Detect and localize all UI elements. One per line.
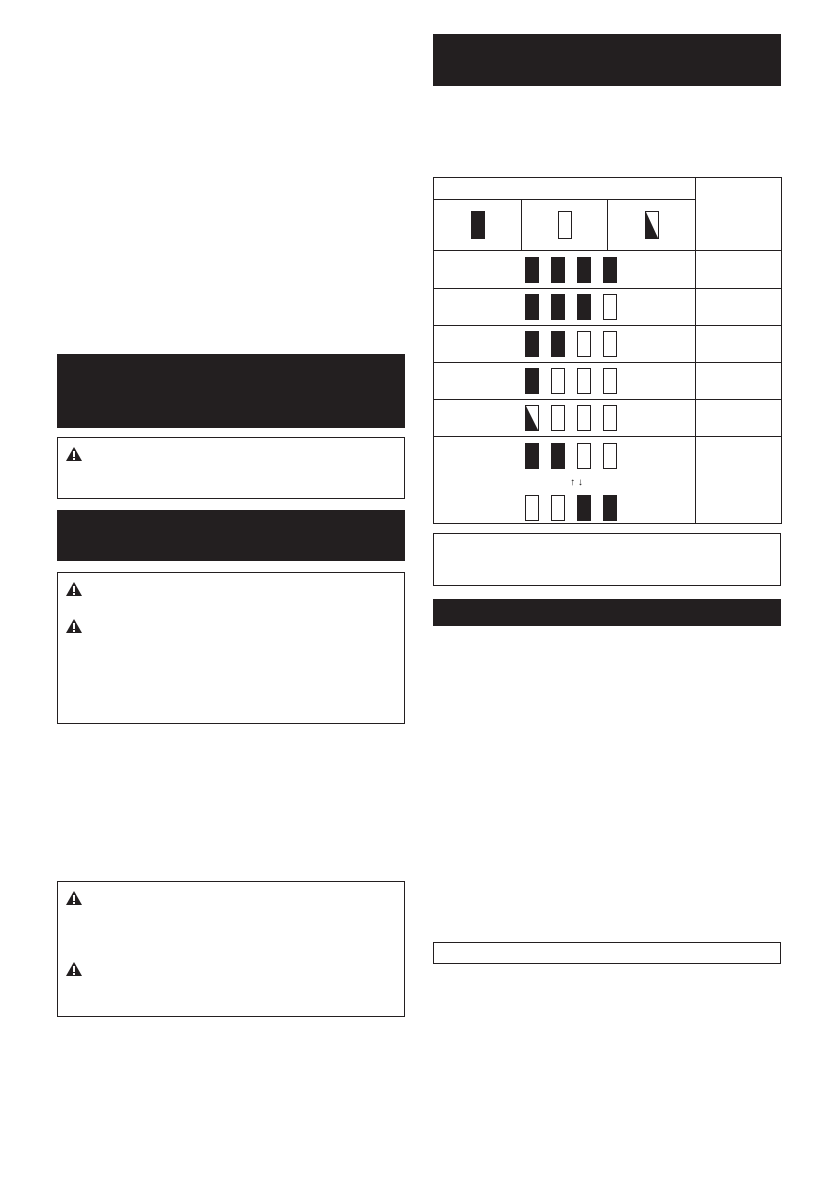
lamp-blinking-icon xyxy=(525,405,539,431)
lamp-lighted-icon xyxy=(551,331,565,357)
capacity-cell xyxy=(696,288,782,325)
indicator-row xyxy=(434,400,696,437)
lamp-lighted-icon xyxy=(551,294,565,320)
legend-blinking xyxy=(608,200,696,251)
section-heading-bar-1 xyxy=(57,354,405,428)
warning-triangle-icon xyxy=(66,447,82,461)
lamp-lighted-icon xyxy=(603,257,617,283)
warning-triangle-icon xyxy=(66,619,82,633)
lamp-lighted-icon xyxy=(577,257,591,283)
lamp-lighted-icon xyxy=(577,495,591,521)
lamp-lighted-icon xyxy=(551,257,565,283)
capacity-cell-blink xyxy=(696,437,782,524)
lamp-off-icon xyxy=(577,368,591,394)
note-box-2 xyxy=(433,942,781,964)
warning-box-1 xyxy=(57,437,405,499)
indicator-row xyxy=(434,288,696,325)
lamp-off-icon xyxy=(551,405,565,431)
warning-triangle-icon xyxy=(66,962,82,976)
lamp-lighted-icon xyxy=(471,211,485,239)
lamp-off-icon xyxy=(558,211,572,239)
blink-arrows: ↑ ↓ xyxy=(570,477,583,489)
note-box-1 xyxy=(433,533,781,586)
lamp-lighted-icon xyxy=(525,443,539,469)
section-heading-bar-4 xyxy=(433,599,781,626)
lamp-lighted-icon xyxy=(525,331,539,357)
lamp-off-icon xyxy=(577,331,591,357)
indicator-row-blink xyxy=(434,437,696,524)
indicator-row xyxy=(434,325,696,362)
remaining-capacity-header xyxy=(696,178,782,251)
lamp-blinking-icon xyxy=(645,211,659,239)
lamp-off-icon xyxy=(577,443,591,469)
legend-off xyxy=(522,200,608,251)
lamp-lighted-icon xyxy=(603,495,617,521)
indicator-lamps-header xyxy=(434,178,696,200)
warning-triangle-icon xyxy=(66,891,82,905)
lamp-off-icon xyxy=(603,331,617,357)
lamp-off-icon xyxy=(603,368,617,394)
indicator-row xyxy=(434,363,696,400)
indicator-row xyxy=(434,251,696,288)
lamp-lighted-icon xyxy=(525,294,539,320)
capacity-cell xyxy=(696,363,782,400)
capacity-cell xyxy=(696,251,782,288)
lamp-off-icon xyxy=(577,405,591,431)
lamp-off-icon xyxy=(551,368,565,394)
warning-box-3 xyxy=(57,881,405,1017)
lamp-off-icon xyxy=(603,443,617,469)
lamp-lighted-icon xyxy=(525,257,539,283)
warning-triangle-icon xyxy=(66,582,82,596)
section-heading-bar-2 xyxy=(57,510,405,561)
lamp-off-icon xyxy=(603,294,617,320)
lamp-lighted-icon xyxy=(577,294,591,320)
warning-box-2 xyxy=(57,572,405,724)
lamp-lighted-icon xyxy=(525,368,539,394)
lamp-off-icon xyxy=(603,405,617,431)
lamp-lighted-icon xyxy=(551,443,565,469)
capacity-cell xyxy=(696,325,782,362)
battery-indicator-table xyxy=(433,177,782,524)
lamp-off-icon xyxy=(551,495,565,521)
lamp-off-icon xyxy=(525,495,539,521)
legend-lighted xyxy=(434,200,522,251)
section-heading-bar-3 xyxy=(433,34,781,86)
capacity-cell xyxy=(696,400,782,437)
